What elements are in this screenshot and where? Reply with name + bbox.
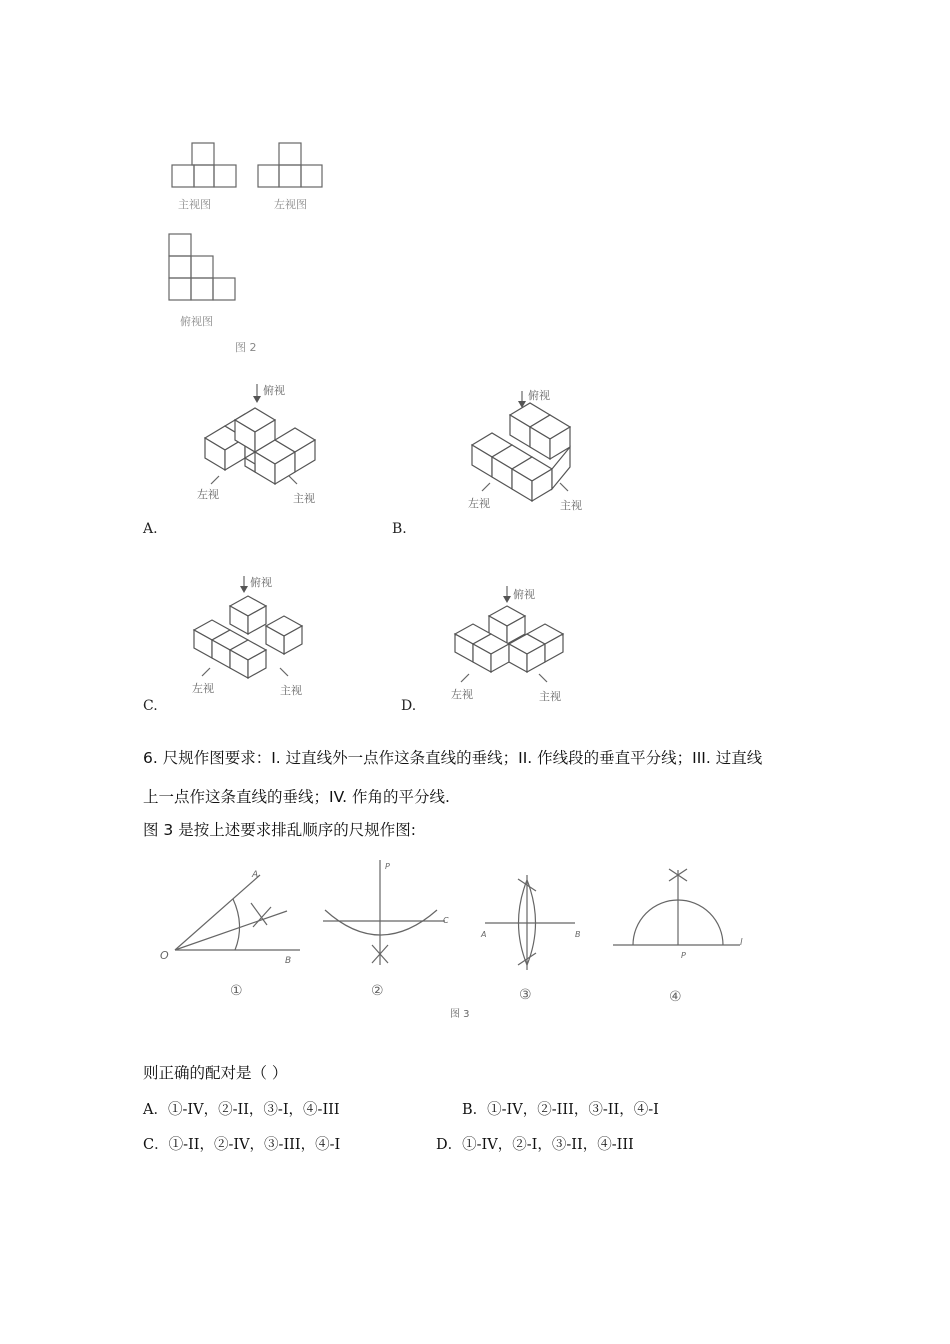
q6-option-c[interactable]: C．①-II，②-IV，③-III，④-I [143,1137,341,1153]
fig3-constructions [155,855,765,1025]
option-a-front-label: 主视 [293,492,315,505]
option-d-top-label: 俯视 [513,588,535,601]
q6-question: 则正确的配对是（ ） [143,1064,288,1082]
fig3-label-l: l [740,938,743,948]
fig3-label-O: O [160,949,169,962]
fig3-label-C: C [443,916,449,925]
option-b-front-label: 主视 [560,499,582,512]
construction-4 [613,869,743,960]
construction-1 [160,870,300,966]
fig3-label-P: P [385,862,390,871]
q6-option-d[interactable]: D．①-IV，②-I，③-II，④-III [436,1137,634,1153]
q6-line3: 图 3 是按上述要求排乱顺序的尺规作图: [143,821,416,839]
fig3-sub-4: ④ [669,989,682,1005]
fig3-label-B: B [285,956,292,966]
option-b-letter: B. [392,521,407,537]
option-c-letter: C. [143,698,158,714]
q6-option-a[interactable]: A．①-IV，②-II，③-I，④-III [143,1102,340,1118]
top-view-grid [169,234,235,300]
q6-line2: 上一点作这条直线的垂线；IV. 作角的平分线. [143,788,450,806]
option-a-letter: A. [143,521,158,537]
option-c-left-label: 左视 [192,682,214,695]
fig2-caption: 图 2 [235,341,257,354]
top-view-caption: 俯视图 [180,315,213,328]
option-b-solid [460,385,620,515]
front-view-grid [172,143,236,187]
construction-2 [323,860,449,965]
left-view-caption: 左视图 [274,198,307,211]
option-a-top-label: 俯视 [263,384,285,397]
fig3-label-P4: P [681,951,686,960]
fig3-caption: 图 3 [450,1009,470,1020]
left-view-grid [258,143,322,187]
fig3-label-B3: B [575,930,581,939]
option-c-top-label: 俯视 [250,576,272,589]
front-view-caption: 主视图 [178,198,211,211]
fig3-sub-1: ① [230,983,243,999]
option-c-front-label: 主视 [280,684,302,697]
fig3-sub-3: ③ [519,987,532,1003]
option-d-front-label: 主视 [539,690,561,703]
option-d-solid [445,582,595,707]
option-a-solid [185,378,355,513]
fig3-sub-2: ② [371,983,384,999]
option-a-left-label: 左视 [197,488,219,501]
construction-3 [480,875,581,970]
option-d-left-label: 左视 [451,688,473,701]
q6-option-b[interactable]: B．①-IV，②-III，③-II，④-I [462,1102,659,1118]
q6-line1: 6. 尺规作图要求：I. 过直线外一点作这条直线的垂线；II. 作线段的垂直平分线；III. 过直线 [143,749,763,767]
option-d-letter: D. [401,698,417,714]
option-c-solid [180,570,330,700]
option-b-left-label: 左视 [468,497,490,510]
fig3-label-A: A [252,870,259,880]
fig3-label-A3: A [481,930,487,939]
option-b-top-label: 俯视 [528,389,550,402]
